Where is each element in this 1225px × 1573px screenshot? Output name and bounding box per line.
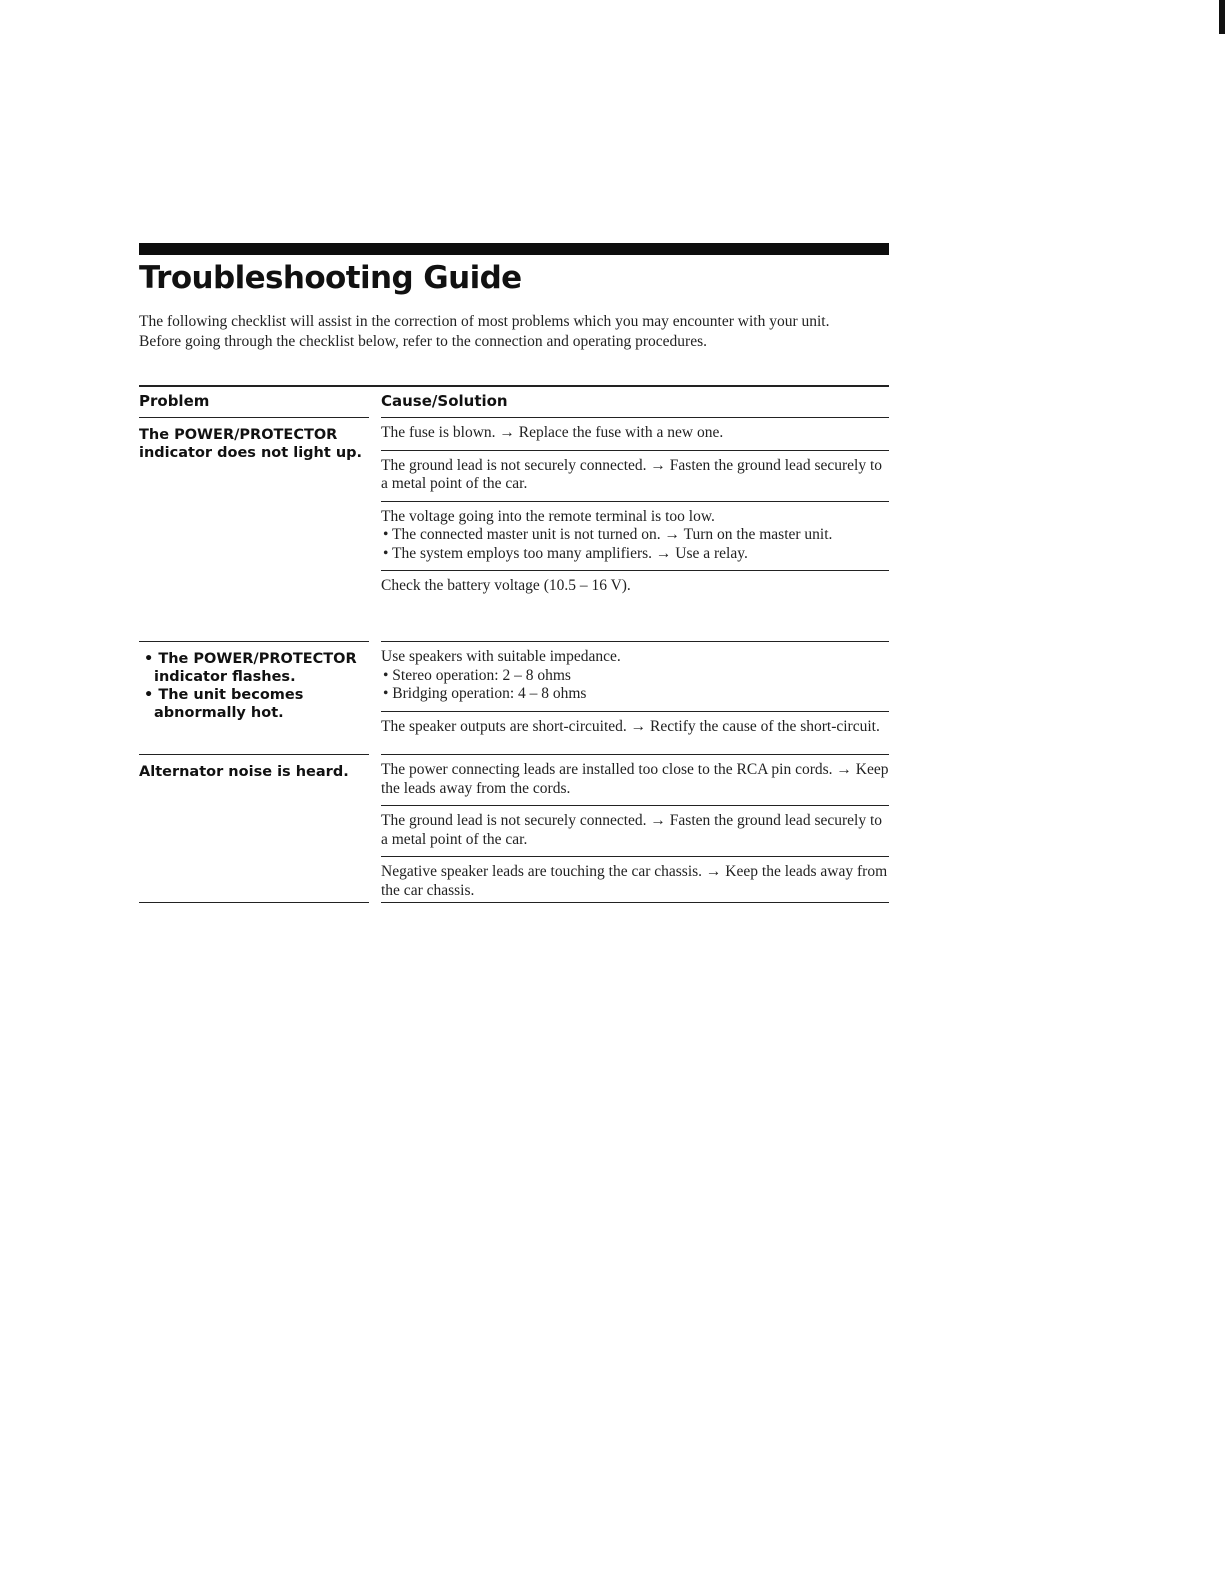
cause-item: [381, 754, 889, 805]
page-edge-mark: [1219, 0, 1225, 34]
problem-text: The POWER/PROTECTOR indicator does not light up.: [139, 427, 363, 461]
problem-group-2: [139, 641, 889, 754]
cause-item: [381, 711, 889, 744]
cause-column: [381, 754, 889, 902]
table-header: [139, 385, 889, 417]
cause-item: [381, 417, 889, 450]
problem-group-3: [139, 754, 889, 902]
troubleshooting-table: [139, 385, 889, 903]
problem-text: • The unit becomes abnormally hot.: [144, 687, 304, 721]
problem-cell: [139, 417, 369, 641]
cause-text: Use speakers with suitable impedance.: [381, 648, 621, 665]
cause-item: [381, 856, 889, 907]
cause-text: The speaker outputs are short-circuited. → Rectify the cause of the short-circuit.: [381, 717, 880, 735]
problem-cell: [139, 641, 369, 754]
cause-item: [381, 805, 889, 856]
problem-cell: [139, 754, 369, 902]
problem-text: • The POWER/PROTECTOR indicator flashes.: [144, 651, 357, 685]
cause-text: The voltage going into the remote terminal is too low.: [381, 507, 715, 525]
cause-text: Check the battery voltage (10.5 – 16 V).: [381, 577, 631, 594]
cause-text: The ground lead is not securely connected. → Fasten the ground lead securely to a metal point of the car.: [381, 456, 883, 492]
problem-text: Alternator noise is heard.: [139, 764, 349, 780]
intro-line-1: The following checklist will assist in the correction of most problems which you may encounter with your unit.: [139, 313, 830, 330]
cause-bullet: • Stereo operation: 2 – 8 ohms: [383, 666, 571, 684]
cause-text: Negative speaker leads are touching the car chassis. → Keep the leads away from the car chassis.: [381, 863, 888, 899]
cause-item: [381, 450, 889, 501]
page-title: Troubleshooting Guide: [139, 260, 522, 296]
section-header-bar: [139, 243, 889, 255]
header-problem: Problem: [139, 392, 210, 410]
cause-text: The fuse is blown. → Replace the fuse with a new one.: [381, 424, 724, 441]
bottom-rule-left: [139, 902, 369, 903]
cause-bullet: • Bridging operation: 4 – 8 ohms: [383, 685, 587, 702]
cause-column: [381, 641, 889, 754]
cause-text: The ground lead is not securely connected. → Fasten the ground lead securely to a metal point of the car.: [381, 812, 883, 848]
cause-bullet: • The connected master unit is not turned on. → Turn on the master unit.: [383, 526, 833, 543]
cause-item: [381, 501, 889, 571]
intro-text: [139, 312, 889, 351]
cause-bullet: • The system employs too many amplifiers. → Use a relay.: [383, 544, 748, 562]
header-cause-solution: Cause/Solution: [381, 392, 508, 410]
cause-text: The power connecting leads are installed too close to the RCA pin cords. → Keep the leads away from the cords.: [381, 761, 889, 797]
cause-item: [381, 641, 889, 711]
cause-item: [381, 570, 889, 603]
intro-line-2: Before going through the checklist below, refer to the connection and operating procedures.: [139, 332, 707, 350]
cause-column: [381, 417, 889, 641]
problem-group-1: [139, 417, 889, 641]
